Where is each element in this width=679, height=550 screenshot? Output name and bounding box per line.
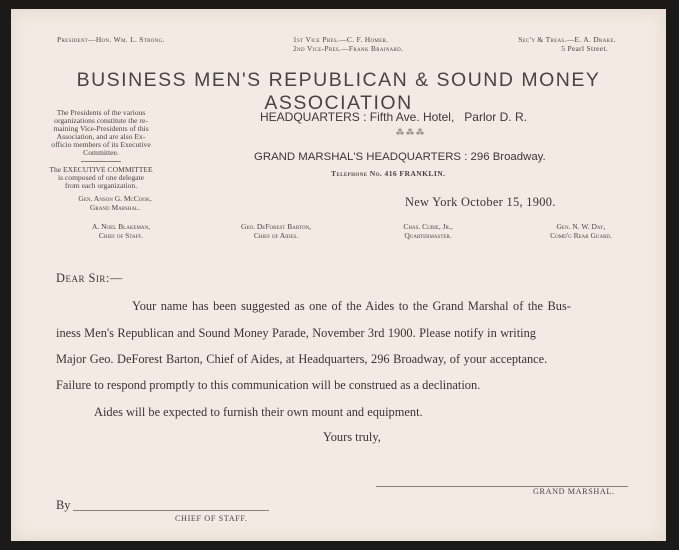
- presidents-note-line: organizations constitute the re-: [54, 116, 148, 125]
- staff-name: Geo. DeForest Barton,: [241, 222, 311, 231]
- staff-role: Chief of Staff.: [98, 231, 144, 240]
- presidents-note-line: Committee.: [83, 148, 119, 157]
- staff-member: [71, 222, 171, 240]
- ornament: ⁂⁂⁂: [396, 128, 426, 137]
- presidents-note-line: maining Vice-Presidents of this: [53, 124, 149, 133]
- presidents-note-line: officio members of its Executive: [51, 140, 151, 149]
- headquarters-line: HEADQUARTERS : Fifth Ave. Hotel, Parlor D. R.: [260, 110, 527, 124]
- association-title: BUSINESS MEN'S REPUBLICAN & SOUND MONEY ASSOCIATION: [76, 69, 601, 114]
- by-label: By: [56, 498, 71, 512]
- letter-line: Failure to respond promptly to this communication will be construed as a declination.: [56, 378, 481, 392]
- salutation: Dear Sir:—: [56, 271, 123, 285]
- committee-note-line: from each organization.: [64, 181, 138, 190]
- presidents-note: [49, 109, 153, 157]
- staff-role: Quartermaster.: [404, 231, 452, 240]
- second-vice-president-line: 2nd Vice-Pres.—Frank Brainard.: [293, 44, 404, 53]
- grand-marshal-block: [59, 194, 171, 212]
- letter-line: Your name has been suggested as one of the Aides to the Grand Marshal of the Bus-: [132, 299, 571, 313]
- grand-marshal-name: Gen. Anson G. McCook,: [78, 194, 152, 203]
- letter-date: New York October 15, 1900.: [405, 195, 556, 209]
- first-vice-president-line: 1st Vice Pres.—C. F. Homer.: [293, 35, 389, 44]
- staff-member: [221, 222, 331, 240]
- committee-note-line: is composed of one delegate: [57, 173, 145, 182]
- committee-note: [49, 166, 153, 190]
- chief-of-staff-caption: CHIEF OF STAFF.: [175, 514, 248, 523]
- presidents-note-line: Association, and are also Ex-: [56, 132, 146, 141]
- secretary-line: Sec'y & Treas.—E. A. Drake.: [518, 35, 616, 44]
- staff-name: Gen. N. W. Day,: [556, 222, 606, 231]
- grand-marshal-headquarters-line: GRAND MARSHAL'S HEADQUARTERS : 296 Broadway.: [254, 151, 546, 163]
- staff-member: [531, 222, 631, 240]
- committee-note-line: The EXECUTIVE COMMITTEE: [49, 165, 153, 174]
- closing: Yours truly,: [323, 430, 381, 444]
- staff-member: [383, 222, 473, 240]
- staff-role: Chief of Aides.: [253, 231, 299, 240]
- letter-line: Major Geo. DeForest Barton, Chief of Aides, at Headquarters, 296 Broadway, of your acceptance.: [56, 352, 548, 366]
- letter-line: iness Men's Republican and Sound Money Parade, November 3rd 1900. Please notify in writing: [56, 326, 536, 340]
- president-line: President—Hon. Wm. L. Strong.: [57, 35, 165, 44]
- staff-name: A. Noel Blakeman,: [91, 222, 151, 231]
- grand-marshal-caption: GRAND MARSHAL.: [533, 487, 615, 496]
- presidents-note-line: The Presidents of the various: [56, 108, 146, 117]
- letter-line: Aides will be expected to furnish their own mount and equipment.: [94, 405, 423, 419]
- grand-marshal-role: Grand Marshal.: [89, 203, 140, 212]
- note-divider: [81, 161, 121, 162]
- secretary-address: 5 Pearl Street.: [561, 44, 608, 53]
- staff-name: Chas. Curie, Jr.,: [403, 222, 453, 231]
- letterhead-document: [11, 9, 666, 541]
- chief-of-staff-signature-line[interactable]: [73, 510, 269, 511]
- staff-role: Comd'g Rear Guard.: [550, 231, 612, 240]
- telephone-line: Telephone No. 416 FRANKLIN.: [331, 169, 446, 178]
